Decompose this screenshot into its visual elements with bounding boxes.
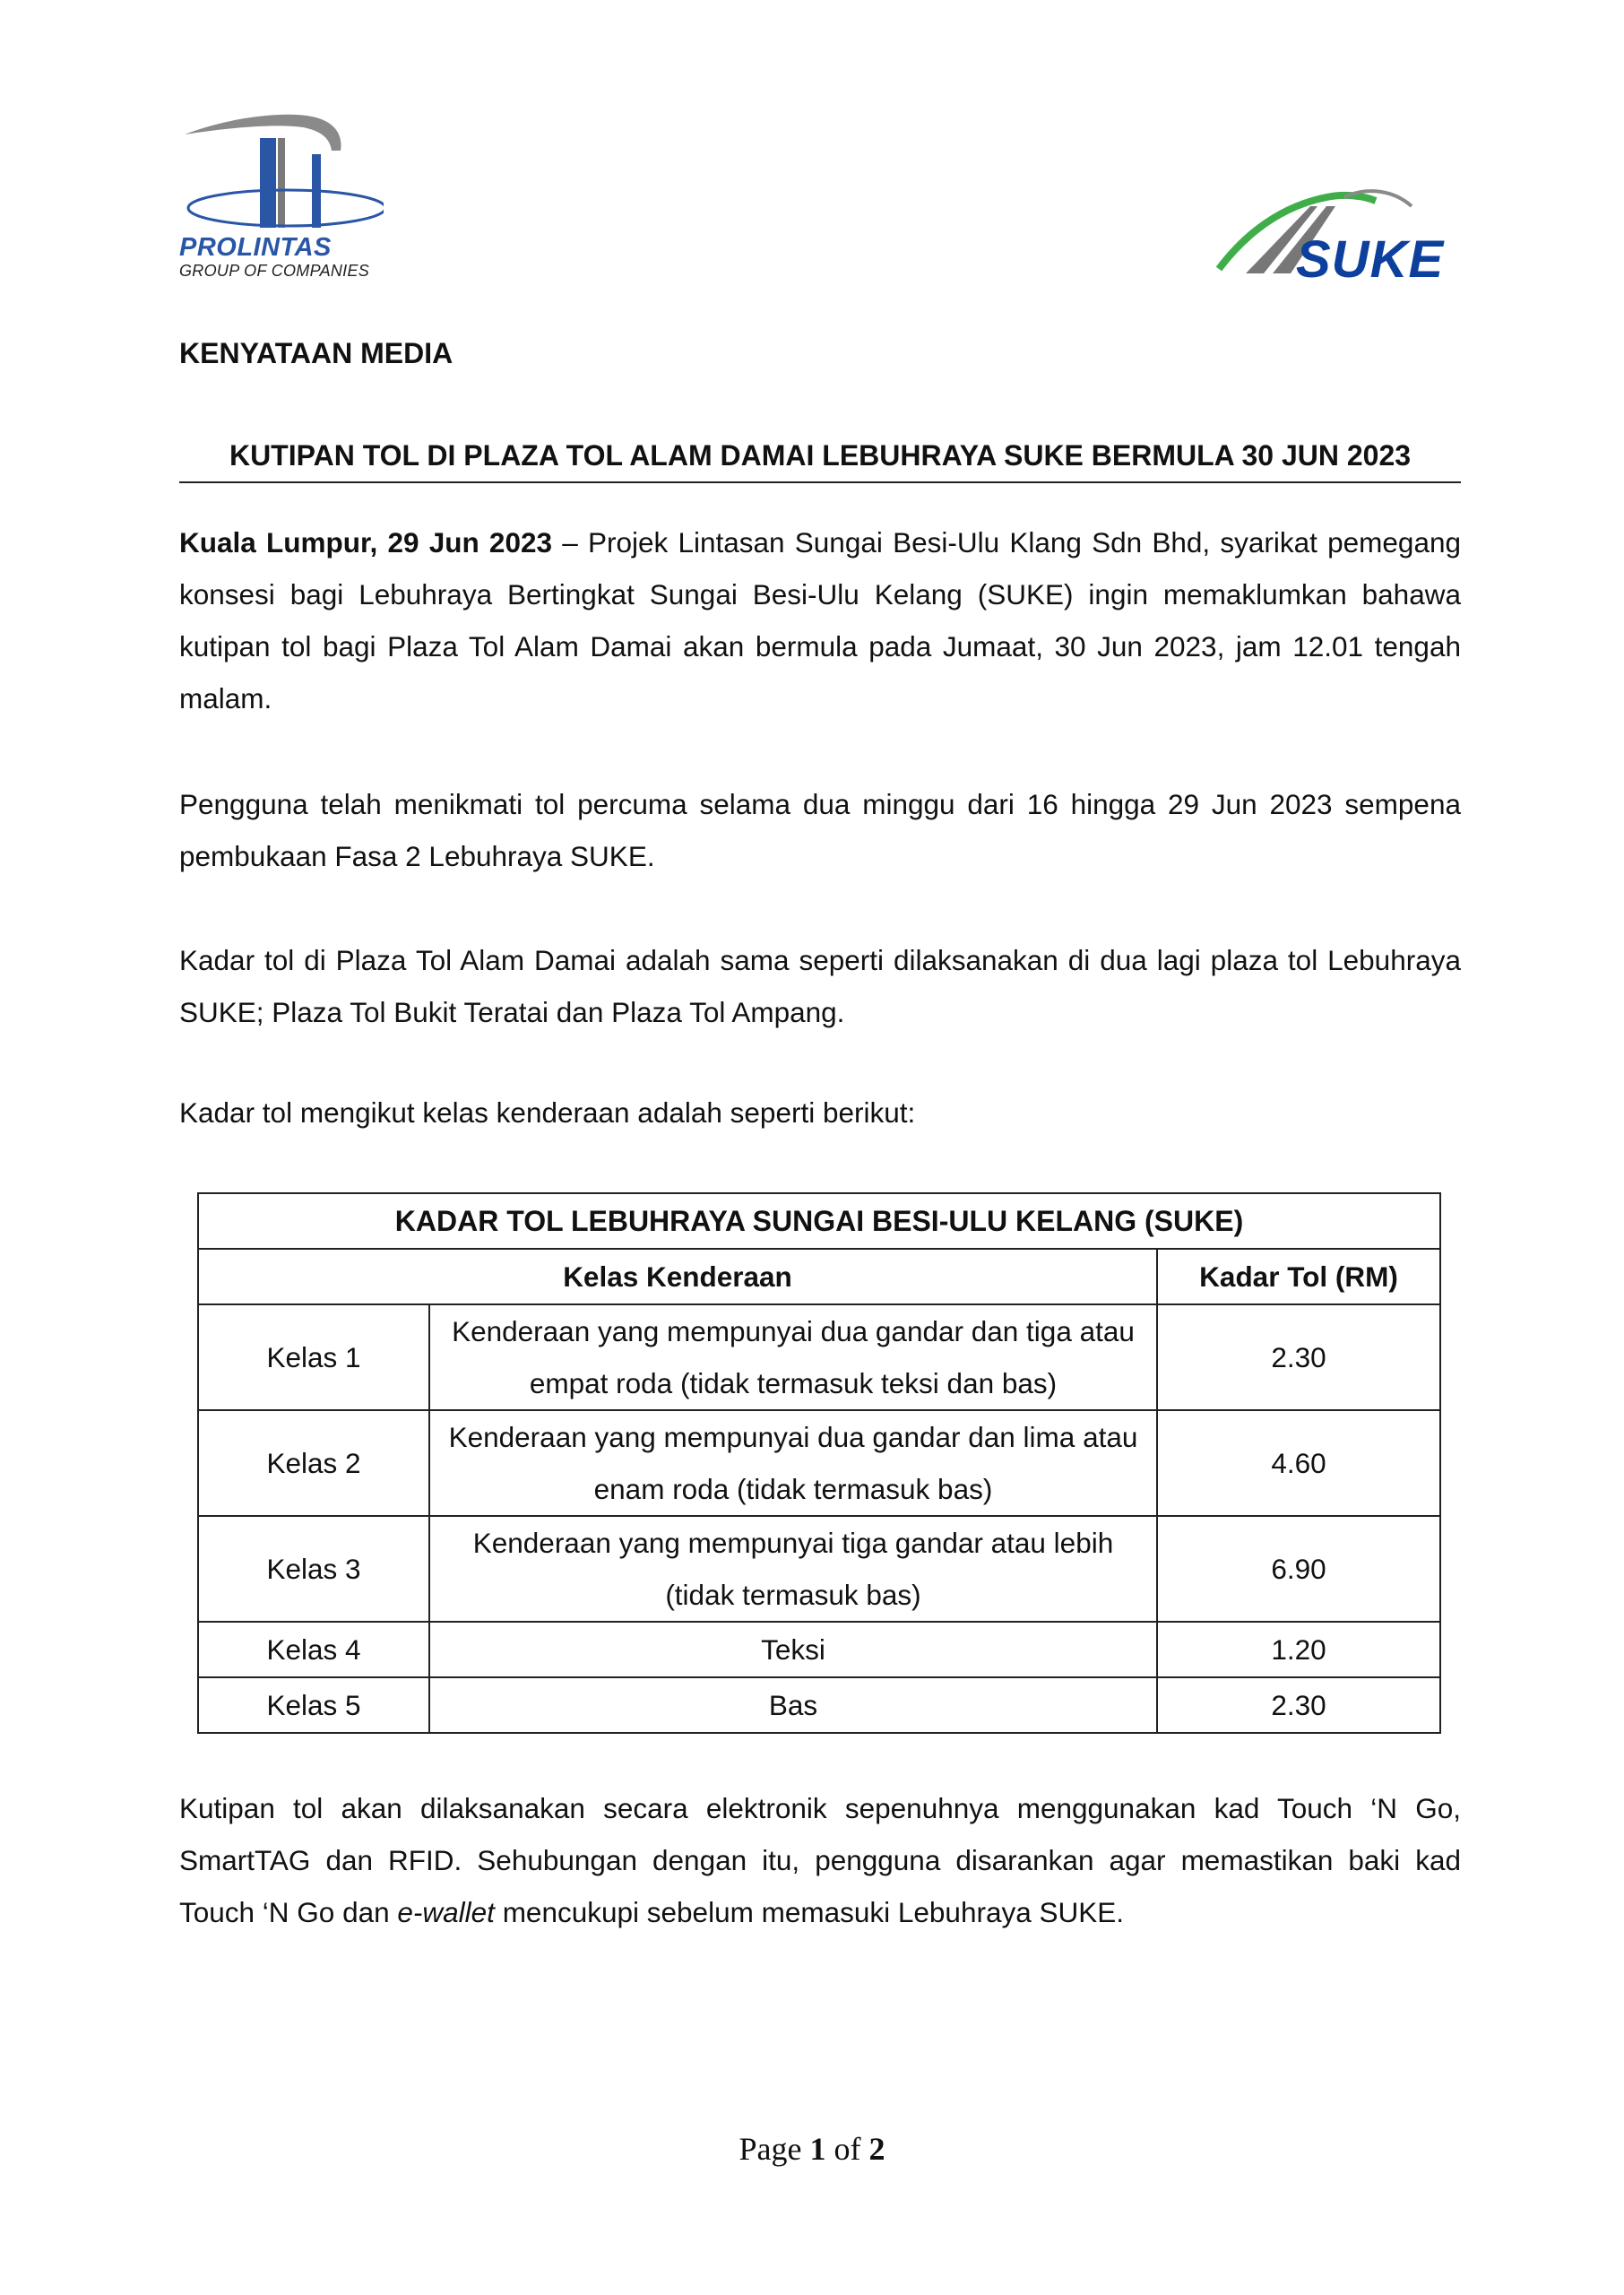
press-release-title: KUTIPAN TOL DI PLAZA TOL ALAM DAMAI LEBUHRAYA SUKE BERMULA 30 JUN 2023	[179, 439, 1461, 483]
toll-rate-cell: 2.30	[1157, 1304, 1440, 1410]
paragraph-4: Kadar tol mengikut kelas kenderaan adalah seperti berikut:	[179, 1096, 916, 1129]
table-row	[198, 1304, 1440, 1410]
toll-rate-table	[197, 1192, 1441, 1734]
toll-rate-cell: 2.30	[1157, 1677, 1440, 1733]
paragraph-2: Pengguna telah menikmati tol percuma selama dua minggu dari 16 hingga 29 Jun 2023 sempena pembukaan Fasa 2 Lebuhraya SUKE.	[179, 788, 1461, 872]
suke-logo	[1210, 179, 1461, 287]
paragraph-1-text: – Projek Lintasan Sungai Besi-Ulu Klang Sdn Bhd, syarikat pemegang konsesi bagi Lebuhraya Bertingkat Sungai Besi-Ulu Kelang (SUKE) ingin memaklumkan bahawa kutipan tol bagi Plaza Tol Alam Damai akan bermula pada Jumaat, 30 Jun 2023, jam 12.01 tengah malam.	[179, 526, 1462, 714]
page-number-footer	[0, 2130, 1624, 2168]
document-heading: KENYATAAN MEDIA	[179, 337, 454, 369]
table-caption: KADAR TOL LEBUHRAYA SUNGAI BESI-ULU KELANG (SUKE)	[198, 1193, 1440, 1249]
paragraph-5	[179, 1782, 1461, 1938]
of-word: of	[834, 2131, 861, 2167]
vehicle-class-cell: Kelas 1	[198, 1304, 429, 1410]
toll-rate-cell: 1.20	[1157, 1622, 1440, 1677]
prolintas-emblem-icon	[177, 108, 384, 233]
paragraph-5-text-a: Kutipan tol akan dilaksanakan secara elektronik sepenuhnya menggunakan kad Touch ‘N Go, SmartTAG dan RFID. Sehubungan dengan itu, pengguna disarankan agar memastikan baki kad Touch ‘N Go dan	[179, 1792, 1461, 1928]
vehicle-class-cell: Kelas 4	[198, 1622, 429, 1677]
toll-rate-cell: 4.60	[1157, 1410, 1440, 1516]
vehicle-description-cell: Kenderaan yang mempunyai tiga gandar atau lebih (tidak termasuk bas)	[429, 1516, 1157, 1622]
vehicle-description-cell: Teksi	[429, 1622, 1157, 1677]
paragraph-1	[179, 516, 1461, 724]
header-toll-rate: Kadar Tol (RM)	[1157, 1249, 1440, 1304]
prolintas-wordmark: PROLINTAS	[179, 233, 332, 262]
toll-rate-cell: 6.90	[1157, 1516, 1440, 1622]
vehicle-class-cell: Kelas 5	[198, 1677, 429, 1733]
table-row	[198, 1677, 1440, 1733]
total-page-number: 2	[868, 2131, 885, 2167]
dateline: Kuala Lumpur, 29 Jun 2023	[179, 526, 553, 559]
vehicle-description-cell: Bas	[429, 1677, 1157, 1733]
paragraph-5-text-b: mencukupi sebelum memasuki Lebuhraya SUKE.	[494, 1896, 1125, 1928]
vehicle-description-cell: Kenderaan yang mempunyai dua gandar dan tiga atau empat roda (tidak termasuk teksi dan bas)	[429, 1304, 1157, 1410]
table-row	[198, 1622, 1440, 1677]
suke-wordmark: SUKE	[1296, 230, 1445, 289]
table-row	[198, 1410, 1440, 1516]
current-page-number: 1	[809, 2131, 826, 2167]
prolintas-logo	[177, 108, 384, 287]
vehicle-class-cell: Kelas 3	[198, 1516, 429, 1622]
table-row	[198, 1516, 1440, 1622]
paragraph-3: Kadar tol di Plaza Tol Alam Damai adalah sama seperti dilaksanakan di dua lagi plaza tol Lebuhraya SUKE; Plaza Tol Bukit Teratai dan Plaza Tol Ampang.	[179, 944, 1461, 1028]
prolintas-subtitle: GROUP OF COMPANIES	[179, 262, 370, 280]
header-vehicle-class: Kelas Kenderaan	[198, 1249, 1157, 1304]
ewallet-term: e-wallet	[397, 1896, 495, 1928]
page-word: Page	[739, 2131, 802, 2167]
vehicle-description-cell: Kenderaan yang mempunyai dua gandar dan lima atau enam roda (tidak termasuk bas)	[429, 1410, 1157, 1516]
vehicle-class-cell: Kelas 2	[198, 1410, 429, 1516]
